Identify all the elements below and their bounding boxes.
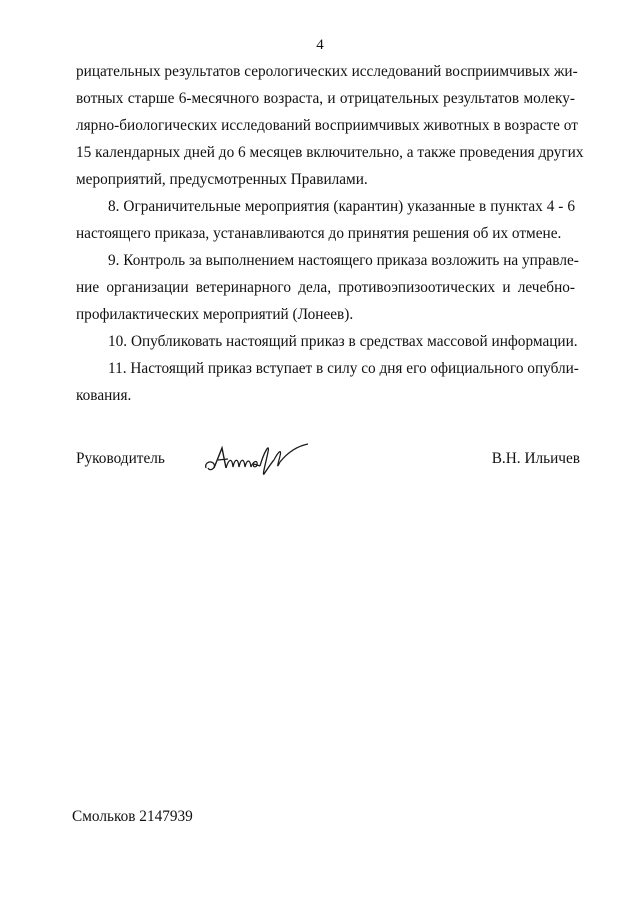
handwritten-signature-icon [202,438,312,478]
paragraph-line: вотных старше 6-месячного возраста, и отрицательных результатов молеку- [76,90,575,107]
paragraph-line: рицательных результатов серологических исследований восприимчивых жи- [76,63,578,80]
executor-footer: Смольков 2147939 [72,808,193,825]
paragraph-line: 10. Опубликовать настоящий приказ в средствах массовой информации. [108,333,578,350]
page-number: 4 [316,37,324,53]
paragraph-line: 9. Контроль за выполнением настоящего приказа возложить на управле- [108,252,579,269]
paragraph-line: ние организации ветеринарного дела, противоэпизоотических и лечебно- [76,279,575,296]
paragraph-line: 11. Настоящий приказ вступает в силу со дня его официального опубли- [108,360,579,377]
signatory-name: В.Н. Ильичев [491,450,580,467]
paragraph-line: кования. [76,387,132,404]
paragraph-line: профилактических мероприятий (Лонеев). [76,306,354,323]
signatory-title: Руководитель [76,450,165,467]
paragraph-line: 15 календарных дней до 6 месяцев включительно, а также проведения других [76,144,584,161]
paragraph-line: настоящего приказа, устанавливаются до принятия решения об их отмене. [76,225,562,242]
paragraph-line: 8. Ограничительные мероприятия (карантин) указанные в пунктах 4 - 6 [108,198,575,215]
paragraph-line: лярно-биологических исследований восприимчивых животных в возрасте от [76,117,578,134]
signature-block [76,446,580,486]
paragraph-line: мероприятий, предусмотренных Правилами. [76,171,368,188]
